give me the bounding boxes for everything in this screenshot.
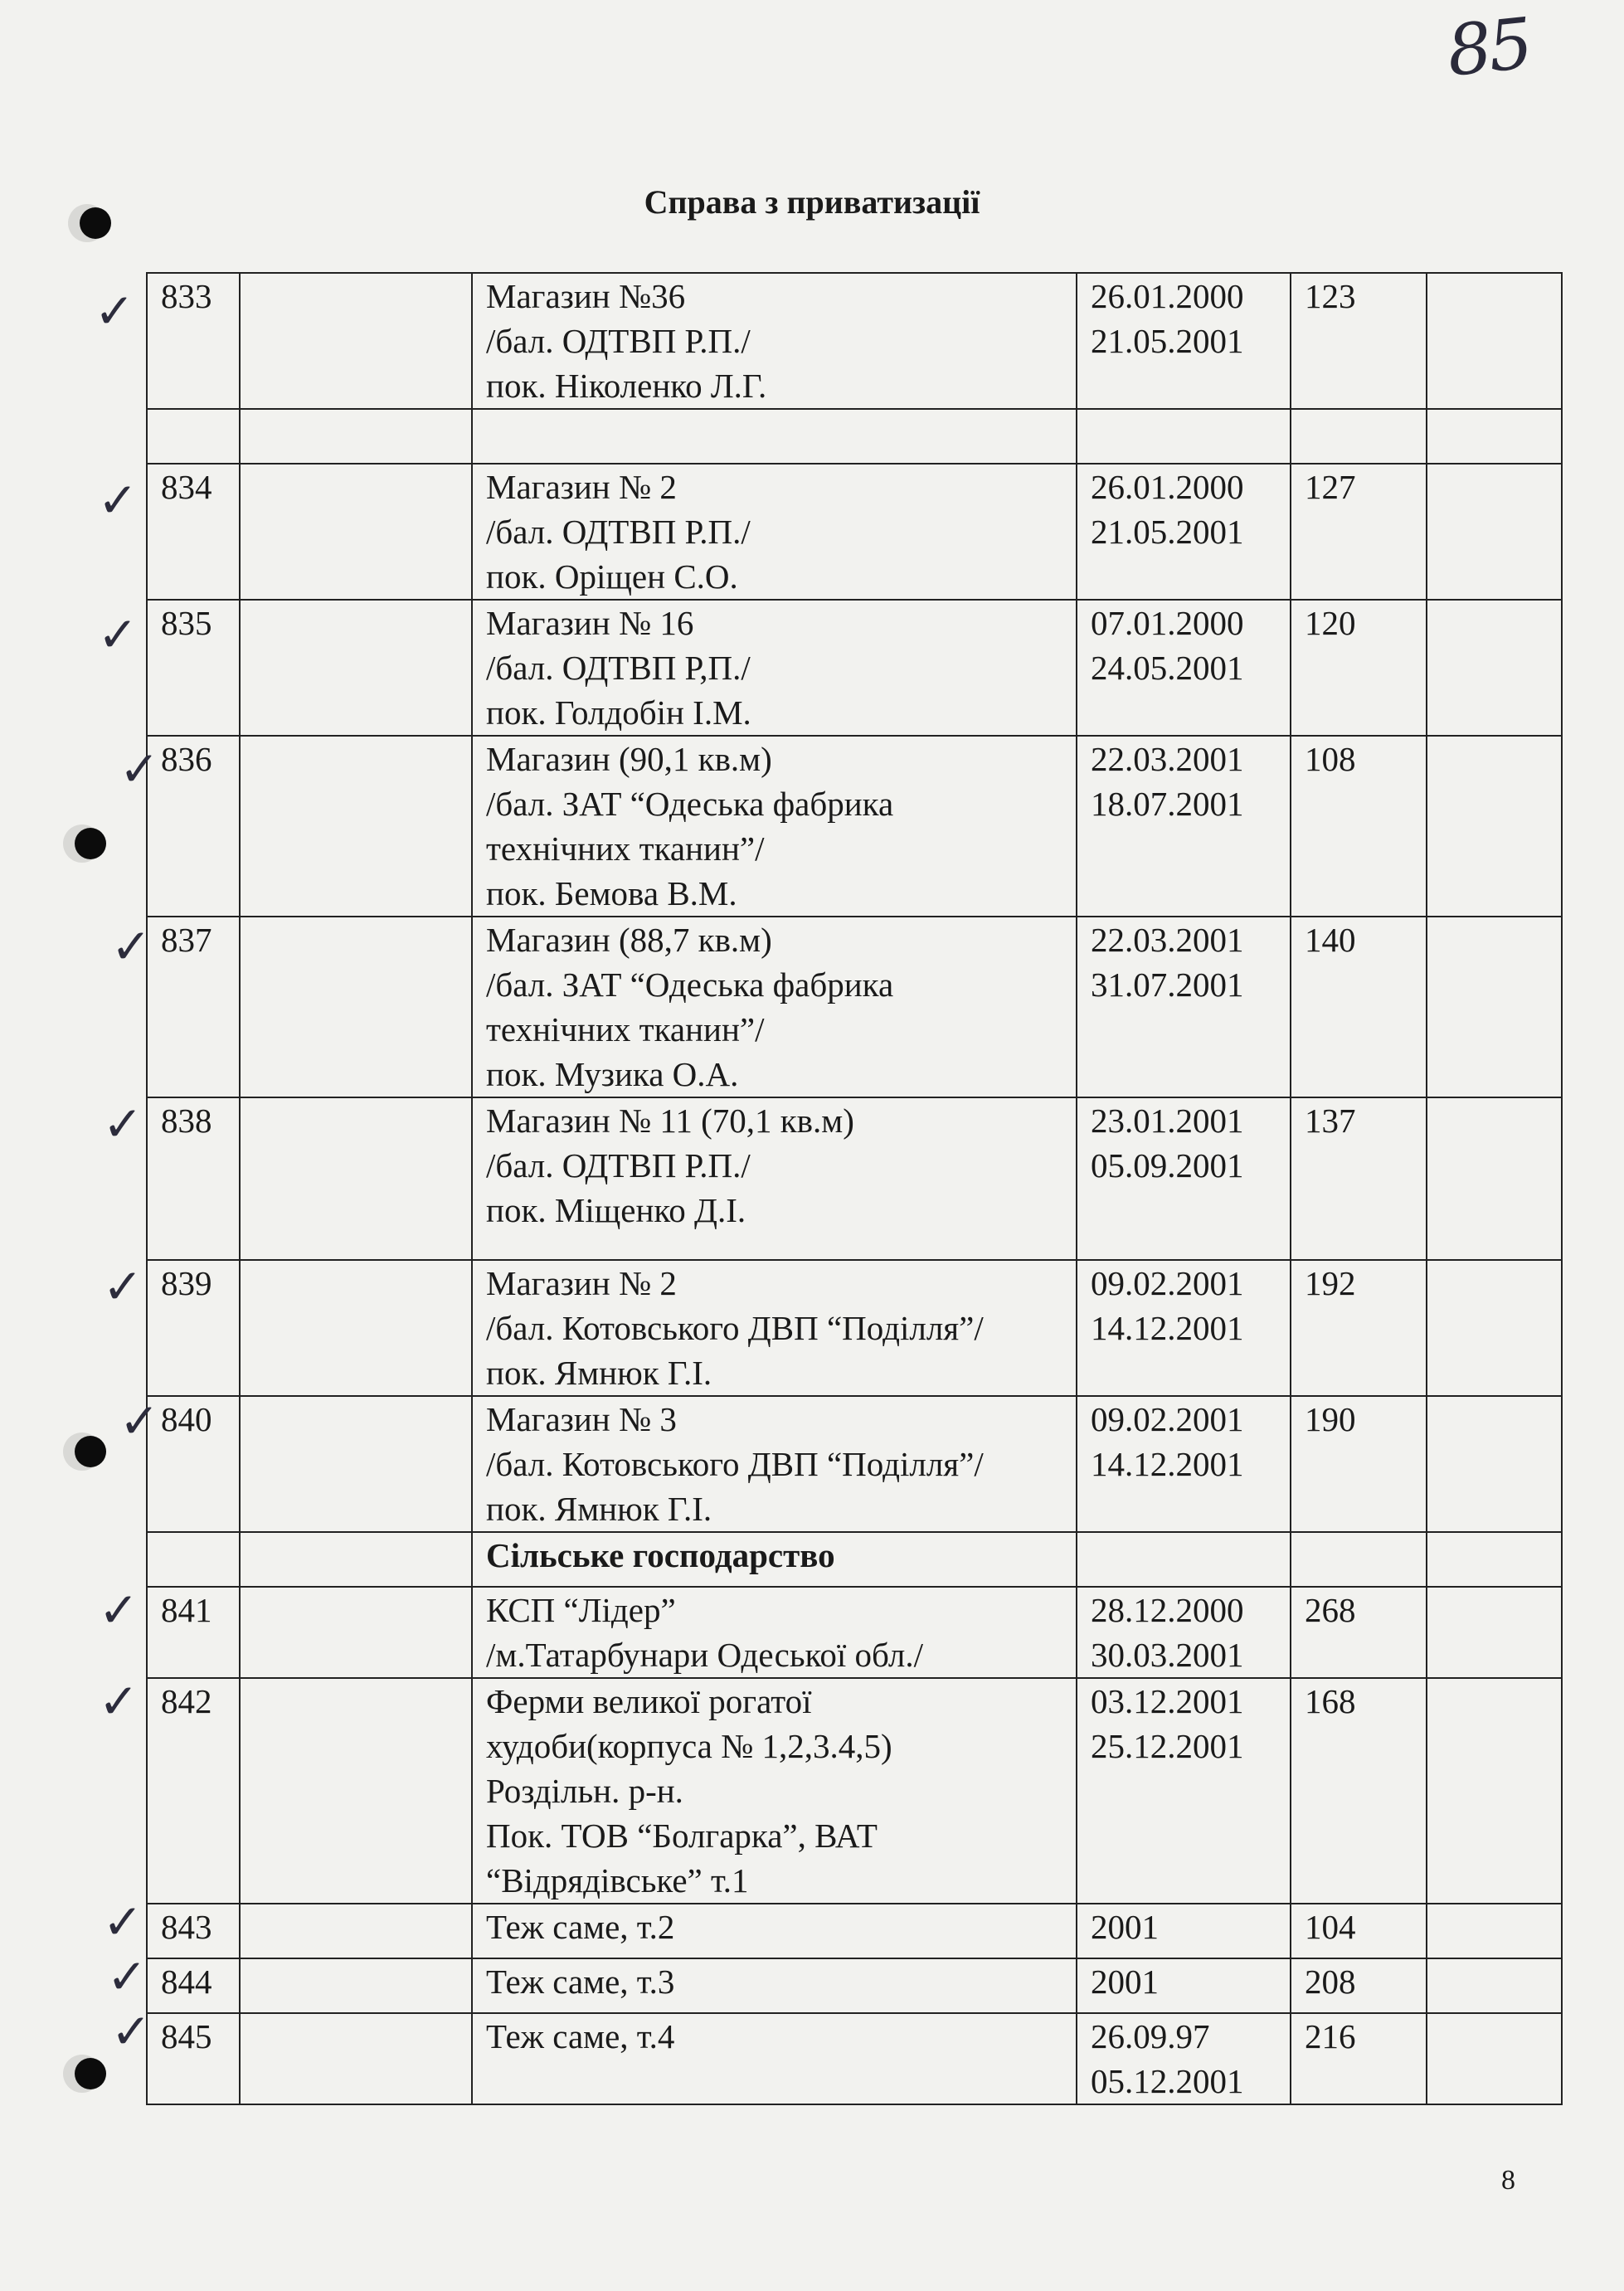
cell-line: Роздільн. р-н. — [486, 1772, 683, 1810]
cell-line: 24.05.2001 — [1091, 649, 1244, 687]
blank-cell — [240, 1260, 472, 1396]
row-number-cell: 839 — [147, 1260, 240, 1396]
dates-cell — [1077, 1396, 1291, 1532]
check-mark-icon: ✓ — [97, 606, 139, 663]
table-row — [147, 1260, 1562, 1396]
pages-cell: 140 — [1291, 917, 1427, 1097]
cell-line: пок. Музика О.А. — [486, 1055, 739, 1093]
cell-line: Магазин № 2 — [486, 1264, 677, 1302]
blank-cell — [240, 1678, 472, 1904]
check-mark-icon: ✓ — [102, 1894, 143, 1950]
cell-line: /бал. Котовського ДВП “Поділля”/ — [486, 1445, 984, 1483]
row-number-cell: 841 — [147, 1587, 240, 1678]
pages-cell — [1291, 1532, 1427, 1587]
cell-line: Магазин № 2 — [486, 468, 677, 506]
cell-line: Магазин № 3 — [486, 1400, 677, 1438]
privatization-table — [146, 272, 1563, 2105]
check-mark-icon: ✓ — [97, 472, 139, 528]
row-number-cell — [147, 1532, 240, 1587]
description-cell — [472, 1958, 1077, 2013]
description-cell — [472, 1260, 1077, 1396]
notes-cell — [1427, 409, 1562, 464]
cell-line: “Відрядівське” т.1 — [486, 1861, 749, 1899]
check-mark-icon: ✓ — [119, 1393, 160, 1449]
description-cell — [472, 1587, 1077, 1678]
blank-cell — [240, 600, 472, 736]
page-number: 8 — [1501, 2165, 1515, 2196]
cell-line: 23.01.2001 — [1091, 1102, 1244, 1140]
notes-cell — [1427, 1678, 1562, 1904]
dates-cell — [1077, 600, 1291, 736]
cell-line: /бал. ЗАТ “Одеська фабрика — [486, 966, 894, 1004]
description-cell — [472, 1678, 1077, 1904]
dates-cell — [1077, 1904, 1291, 1958]
pages-cell: 268 — [1291, 1587, 1427, 1678]
cell-line: 03.12.2001 — [1091, 1682, 1244, 1720]
description-cell — [472, 1097, 1077, 1260]
dates-cell — [1077, 1097, 1291, 1260]
cell-line: пок. Ямнюк Г.І. — [486, 1490, 712, 1528]
dates-cell — [1077, 1587, 1291, 1678]
cell-line: 18.07.2001 — [1091, 785, 1244, 823]
table-row — [147, 409, 1562, 464]
pages-cell — [1291, 409, 1427, 464]
description-cell — [472, 917, 1077, 1097]
cell-line: 26.01.2000 — [1091, 277, 1244, 315]
notes-cell — [1427, 1904, 1562, 1958]
section-row — [147, 1532, 1562, 1587]
notes-cell — [1427, 1396, 1562, 1532]
dates-cell — [1077, 1260, 1291, 1396]
check-mark-icon: ✓ — [102, 1258, 143, 1315]
description-cell — [472, 1904, 1077, 1958]
blank-cell — [240, 1904, 472, 1958]
cell-line: 09.02.2001 — [1091, 1400, 1244, 1438]
cell-line: 22.03.2001 — [1091, 921, 1244, 959]
check-mark-icon: ✓ — [98, 1673, 139, 1729]
description-cell — [472, 2013, 1077, 2104]
pages-cell: 216 — [1291, 2013, 1427, 2104]
cell-line: 07.01.2000 — [1091, 604, 1244, 642]
handwritten-folio-number: 85 — [1443, 2, 1534, 92]
cell-line: 21.05.2001 — [1091, 322, 1244, 360]
check-mark-icon: ✓ — [106, 1948, 148, 2005]
table-row — [147, 1587, 1562, 1678]
notes-cell — [1427, 1587, 1562, 1678]
row-number-cell: 840 — [147, 1396, 240, 1532]
description-cell — [472, 736, 1077, 917]
pages-cell: 127 — [1291, 464, 1427, 600]
table-row — [147, 1904, 1562, 1958]
description-cell — [472, 464, 1077, 600]
cell-line: 2001 — [1091, 1963, 1159, 2001]
cell-line: Теж саме, т.4 — [486, 2017, 675, 2055]
row-number-cell: 837 — [147, 917, 240, 1097]
blank-cell — [240, 2013, 472, 2104]
cell-line: 28.12.2000 — [1091, 1591, 1244, 1629]
binder-hole-icon — [75, 2058, 106, 2089]
dates-cell — [1077, 273, 1291, 409]
cell-line: Магазин (90,1 кв.м) — [486, 740, 772, 778]
notes-cell — [1427, 1260, 1562, 1396]
dates-cell — [1077, 464, 1291, 600]
notes-cell — [1427, 736, 1562, 917]
cell-line: 26.01.2000 — [1091, 468, 1244, 506]
check-mark-icon: ✓ — [102, 1096, 143, 1152]
cell-line: Теж саме, т.2 — [486, 1908, 675, 1946]
blank-cell — [240, 273, 472, 409]
cell-line: Сільське господарство — [486, 1536, 835, 1574]
blank-cell — [240, 1396, 472, 1532]
blank-cell — [240, 1587, 472, 1678]
cell-line: Ферми великої рогатої — [486, 1682, 812, 1720]
table-row — [147, 1097, 1562, 1260]
page-title: Справа з приватизації — [644, 183, 980, 221]
cell-line: /бал. ОДТВП Р.П./ — [486, 513, 751, 551]
check-mark-icon: ✓ — [98, 1582, 139, 1638]
pages-cell: 192 — [1291, 1260, 1427, 1396]
row-number-cell: 844 — [147, 1958, 240, 2013]
dates-cell — [1077, 2013, 1291, 2104]
check-mark-icon: ✓ — [110, 2003, 152, 2060]
blank-cell — [240, 409, 472, 464]
cell-line: 05.12.2001 — [1091, 2062, 1244, 2100]
dates-cell — [1077, 917, 1291, 1097]
dates-cell — [1077, 1532, 1291, 1587]
table-row — [147, 1678, 1562, 1904]
table-row — [147, 1396, 1562, 1532]
cell-line: 31.07.2001 — [1091, 966, 1244, 1004]
pages-cell: 208 — [1291, 1958, 1427, 2013]
cell-line: /бал. ОДТВП Р.П./ — [486, 322, 751, 360]
table-row — [147, 917, 1562, 1097]
check-mark-icon: ✓ — [94, 283, 135, 339]
dates-cell — [1077, 1678, 1291, 1904]
cell-line: пок. Оріщен С.О. — [486, 557, 738, 596]
cell-line: Магазин (88,7 кв.м) — [486, 921, 772, 959]
notes-cell — [1427, 2013, 1562, 2104]
notes-cell — [1427, 464, 1562, 600]
cell-line: пок. Ямнюк Г.І. — [486, 1354, 712, 1392]
description-cell — [472, 600, 1077, 736]
blank-cell — [240, 1097, 472, 1260]
blank-cell — [240, 1958, 472, 2013]
cell-line: /бал. ЗАТ “Одеська фабрика — [486, 785, 894, 823]
table-row — [147, 2013, 1562, 2104]
dates-cell — [1077, 1958, 1291, 2013]
cell-line: /бал. ОДТВП Р.П./ — [486, 1146, 751, 1184]
description-cell — [472, 409, 1077, 464]
check-mark-icon: ✓ — [110, 918, 152, 975]
row-number-cell — [147, 409, 240, 464]
check-mark-icon: ✓ — [119, 741, 160, 797]
section-heading-cell — [472, 1532, 1077, 1587]
cell-line: 09.02.2001 — [1091, 1264, 1244, 1302]
cell-line: 26.09.97 — [1091, 2017, 1210, 2055]
row-number-cell: 834 — [147, 464, 240, 600]
dates-cell — [1077, 409, 1291, 464]
binder-hole-icon — [75, 828, 106, 859]
notes-cell — [1427, 1097, 1562, 1260]
cell-line: Теж саме, т.3 — [486, 1963, 675, 2001]
row-number-cell: 836 — [147, 736, 240, 917]
cell-line: /бал. ОДТВП Р,П./ — [486, 649, 751, 687]
pages-cell: 190 — [1291, 1396, 1427, 1532]
cell-line: пок. Бемова В.М. — [486, 874, 737, 912]
binder-hole-icon — [75, 1436, 106, 1467]
pages-cell: 108 — [1291, 736, 1427, 917]
cell-line: /м.Татарбунари Одеської обл./ — [486, 1636, 923, 1674]
cell-line: 14.12.2001 — [1091, 1445, 1244, 1483]
description-cell — [472, 1396, 1077, 1532]
table-row — [147, 273, 1562, 409]
cell-line: 14.12.2001 — [1091, 1309, 1244, 1347]
table-row — [147, 464, 1562, 600]
cell-line: технічних тканин”/ — [486, 1010, 765, 1048]
cell-line: Магазин № 16 — [486, 604, 694, 642]
blank-cell — [240, 917, 472, 1097]
cell-line: пок. Голдобін І.М. — [486, 693, 751, 732]
cell-line: 25.12.2001 — [1091, 1727, 1244, 1765]
cell-line: КСП “Лідер” — [486, 1591, 676, 1629]
cell-line: 30.03.2001 — [1091, 1636, 1244, 1674]
table-row — [147, 1958, 1562, 2013]
notes-cell — [1427, 917, 1562, 1097]
row-number-cell: 835 — [147, 600, 240, 736]
cell-line: 21.05.2001 — [1091, 513, 1244, 551]
cell-line: пок. Міщенко Д.І. — [486, 1191, 746, 1229]
notes-cell — [1427, 273, 1562, 409]
pages-cell: 120 — [1291, 600, 1427, 736]
cell-line: 2001 — [1091, 1908, 1159, 1946]
cell-line: худоби(корпуса № 1,2,3.4,5) — [486, 1727, 892, 1765]
dates-cell — [1077, 736, 1291, 917]
row-number-cell: 843 — [147, 1904, 240, 1958]
cell-line: Магазин №36 — [486, 277, 686, 315]
cell-line: Магазин № 11 (70,1 кв.м) — [486, 1102, 854, 1140]
row-number-cell: 842 — [147, 1678, 240, 1904]
pages-cell: 104 — [1291, 1904, 1427, 1958]
notes-cell — [1427, 1958, 1562, 2013]
blank-cell — [240, 1532, 472, 1587]
cell-line: технічних тканин”/ — [486, 829, 765, 868]
table-row — [147, 600, 1562, 736]
description-cell — [472, 273, 1077, 409]
cell-line: /бал. Котовського ДВП “Поділля”/ — [486, 1309, 984, 1347]
row-number-cell: 845 — [147, 2013, 240, 2104]
blank-cell — [240, 736, 472, 917]
cell-line: 22.03.2001 — [1091, 740, 1244, 778]
cell-line: 05.09.2001 — [1091, 1146, 1244, 1184]
cell-line: Пок. ТОВ “Болгарка”, ВАТ — [486, 1817, 878, 1855]
blank-cell — [240, 464, 472, 600]
notes-cell — [1427, 1532, 1562, 1587]
row-number-cell: 833 — [147, 273, 240, 409]
cell-line: пок. Ніколенко Л.Г. — [486, 367, 767, 405]
row-number-cell: 838 — [147, 1097, 240, 1260]
notes-cell — [1427, 600, 1562, 736]
pages-cell: 123 — [1291, 273, 1427, 409]
pages-cell: 137 — [1291, 1097, 1427, 1260]
table-row — [147, 736, 1562, 917]
pages-cell: 168 — [1291, 1678, 1427, 1904]
